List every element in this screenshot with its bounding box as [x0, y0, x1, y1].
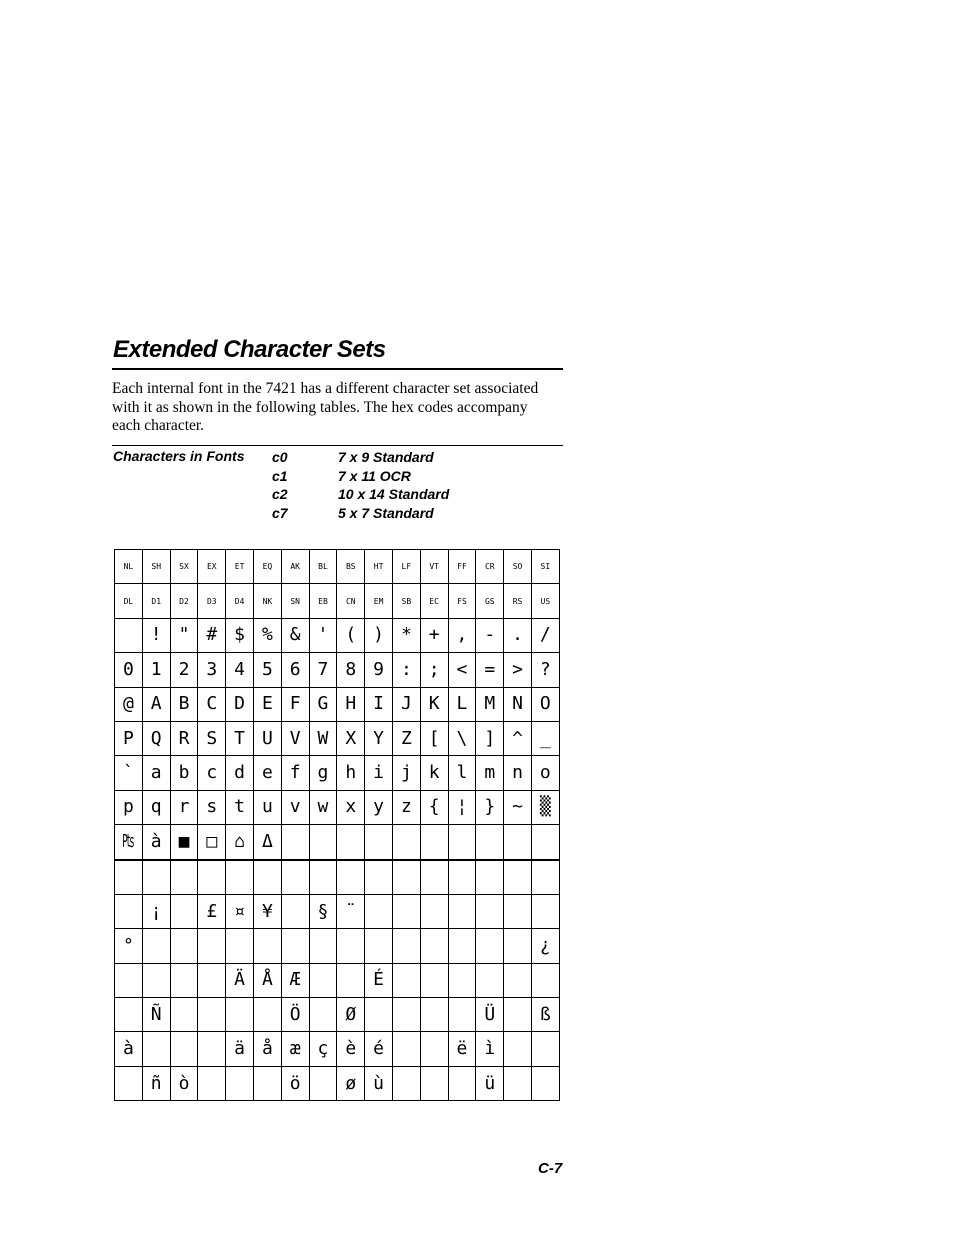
char-cell: U [253, 721, 281, 755]
char-cell: s [198, 790, 226, 824]
char-cell: k [420, 756, 448, 790]
char-cell: q [142, 790, 170, 824]
char-cell [504, 825, 532, 860]
char-cell [420, 929, 448, 963]
char-cell [420, 860, 448, 895]
char-cell: ¨ [337, 894, 365, 928]
char-cell [115, 963, 143, 997]
char-cell: j [392, 756, 420, 790]
char-cell: Æ [281, 963, 309, 997]
char-cell: a [142, 756, 170, 790]
char-cell: § [309, 894, 337, 928]
char-cell: CN [337, 584, 365, 618]
char-cell [309, 1066, 337, 1100]
char-cell: SX [170, 550, 198, 584]
char-cell: l [448, 756, 476, 790]
character-table [114, 549, 560, 1101]
table-row [115, 1032, 560, 1066]
char-cell [392, 963, 420, 997]
font-name: 7 x 11 OCR [338, 467, 411, 484]
char-cell: $ [226, 618, 254, 652]
char-cell [392, 929, 420, 963]
char-cell: o [531, 756, 559, 790]
table-row [115, 653, 560, 687]
char-cell: RS [504, 584, 532, 618]
char-cell [170, 998, 198, 1032]
char-cell: B [170, 687, 198, 721]
char-cell: FF [448, 550, 476, 584]
char-cell: d [226, 756, 254, 790]
char-cell: ' [309, 618, 337, 652]
intro-paragraph: Each internal font in the 7421 has a different character set associated with it as shown in the following tables. The hex codes accompany each character. [112, 380, 539, 434]
table-row [115, 1066, 560, 1100]
char-cell [531, 825, 559, 860]
char-cell [142, 860, 170, 895]
char-cell [309, 963, 337, 997]
table-row [115, 894, 560, 928]
char-cell [365, 860, 393, 895]
char-cell: w [309, 790, 337, 824]
char-cell [115, 860, 143, 895]
char-cell [531, 1032, 559, 1066]
char-cell: ` [115, 756, 143, 790]
char-cell [198, 1032, 226, 1066]
char-cell [392, 998, 420, 1032]
char-cell [531, 963, 559, 997]
char-cell: ET [226, 550, 254, 584]
char-cell: ë [448, 1032, 476, 1066]
char-cell: Ä [226, 963, 254, 997]
char-cell: ( [337, 618, 365, 652]
char-cell [420, 963, 448, 997]
char-cell [226, 1066, 254, 1100]
char-cell: Ñ [142, 998, 170, 1032]
char-cell: D2 [170, 584, 198, 618]
char-cell: 1 [142, 653, 170, 687]
char-cell: W [309, 721, 337, 755]
char-cell: à [115, 1032, 143, 1066]
char-cell [142, 929, 170, 963]
char-cell [365, 894, 393, 928]
char-cell: ! [142, 618, 170, 652]
char-cell: Å [253, 963, 281, 997]
char-cell [504, 1066, 532, 1100]
char-cell: N [504, 687, 532, 721]
page-title: Extended Character Sets [113, 336, 386, 363]
char-cell: Y [365, 721, 393, 755]
char-cell: n [504, 756, 532, 790]
char-cell: t [226, 790, 254, 824]
char-cell [448, 825, 476, 860]
char-cell: ~ [504, 790, 532, 824]
char-cell: NK [253, 584, 281, 618]
char-cell [476, 825, 504, 860]
char-cell: ] [476, 721, 504, 755]
char-cell: ⌂ [226, 825, 254, 860]
font-row [272, 467, 449, 486]
char-cell: P [115, 721, 143, 755]
char-cell [198, 963, 226, 997]
char-cell: _ [531, 721, 559, 755]
char-cell [392, 860, 420, 895]
char-cell: EQ [253, 550, 281, 584]
char-cell: % [253, 618, 281, 652]
char-cell [531, 1066, 559, 1100]
char-cell: T [226, 721, 254, 755]
char-cell: SB [392, 584, 420, 618]
char-cell: + [420, 618, 448, 652]
char-cell: æ [281, 1032, 309, 1066]
char-cell: ; [420, 653, 448, 687]
char-cell [198, 860, 226, 895]
char-cell [365, 929, 393, 963]
char-cell: ñ [142, 1066, 170, 1100]
char-cell: I [365, 687, 393, 721]
table-row [115, 963, 560, 997]
char-cell: i [365, 756, 393, 790]
char-cell: # [198, 618, 226, 652]
char-cell: EX [198, 550, 226, 584]
char-cell [337, 825, 365, 860]
char-cell: K [420, 687, 448, 721]
char-cell: E [253, 687, 281, 721]
table-row [115, 721, 560, 755]
char-cell: V [281, 721, 309, 755]
char-cell: BL [309, 550, 337, 584]
char-cell: ø [337, 1066, 365, 1100]
char-cell [281, 860, 309, 895]
char-cell: VT [420, 550, 448, 584]
char-cell: b [170, 756, 198, 790]
char-cell: , [448, 618, 476, 652]
char-cell: > [504, 653, 532, 687]
char-cell [253, 929, 281, 963]
char-cell [170, 1032, 198, 1066]
char-cell: C [198, 687, 226, 721]
char-cell: = [476, 653, 504, 687]
font-code: c0 [272, 449, 288, 465]
char-cell [392, 1066, 420, 1100]
char-cell: ù [365, 1066, 393, 1100]
char-cell: ¿ [531, 929, 559, 963]
char-cell [115, 894, 143, 928]
char-cell [504, 998, 532, 1032]
char-cell: * [392, 618, 420, 652]
char-cell: D3 [198, 584, 226, 618]
char-cell: . [504, 618, 532, 652]
char-cell [309, 860, 337, 895]
char-cell: ü [476, 1066, 504, 1100]
char-cell: ß [531, 998, 559, 1032]
char-cell: ¤ [226, 894, 254, 928]
char-cell [309, 825, 337, 860]
char-cell: e [253, 756, 281, 790]
char-cell [448, 1066, 476, 1100]
char-cell [448, 894, 476, 928]
char-cell [448, 929, 476, 963]
font-name: 7 x 9 Standard [338, 449, 434, 465]
char-cell: H [337, 687, 365, 721]
font-row [272, 504, 449, 523]
char-cell [504, 860, 532, 895]
char-cell: HT [365, 550, 393, 584]
char-cell: \ [448, 721, 476, 755]
char-cell: r [170, 790, 198, 824]
table-row [115, 998, 560, 1032]
char-cell: J [392, 687, 420, 721]
char-cell: ? [531, 653, 559, 687]
char-cell: : [392, 653, 420, 687]
char-cell: u [253, 790, 281, 824]
char-cell [365, 998, 393, 1032]
char-cell [198, 1066, 226, 1100]
char-cell: Ø [337, 998, 365, 1032]
char-cell [226, 860, 254, 895]
char-cell: X [337, 721, 365, 755]
char-cell [281, 825, 309, 860]
char-cell: Q [142, 721, 170, 755]
char-cell: CR [476, 550, 504, 584]
char-cell: 5 [253, 653, 281, 687]
char-cell: Z [392, 721, 420, 755]
char-cell [531, 860, 559, 895]
char-cell: ò [170, 1066, 198, 1100]
char-cell [504, 929, 532, 963]
char-cell: è [337, 1032, 365, 1066]
char-cell: x [337, 790, 365, 824]
char-cell [420, 894, 448, 928]
char-cell [337, 860, 365, 895]
char-cell [504, 963, 532, 997]
font-code: c2 [272, 486, 288, 502]
char-cell: v [281, 790, 309, 824]
char-cell [281, 894, 309, 928]
char-cell [476, 860, 504, 895]
char-cell [198, 998, 226, 1032]
char-cell: DL [115, 584, 143, 618]
char-cell: 3 [198, 653, 226, 687]
char-cell: f [281, 756, 309, 790]
char-cell: å [253, 1032, 281, 1066]
char-cell: & [281, 618, 309, 652]
char-cell [142, 963, 170, 997]
char-cell [448, 860, 476, 895]
char-cell: c [198, 756, 226, 790]
char-cell: □ [198, 825, 226, 860]
char-cell [392, 1032, 420, 1066]
char-cell: AK [281, 550, 309, 584]
table-row [115, 756, 560, 790]
char-cell [253, 860, 281, 895]
char-cell [504, 894, 532, 928]
char-cell: Ü [476, 998, 504, 1032]
char-cell: R [170, 721, 198, 755]
char-cell: LF [392, 550, 420, 584]
char-cell [115, 998, 143, 1032]
char-cell [531, 894, 559, 928]
char-cell: SH [142, 550, 170, 584]
char-cell: Ö [281, 998, 309, 1032]
char-cell: h [337, 756, 365, 790]
char-cell [281, 929, 309, 963]
char-cell [170, 929, 198, 963]
char-cell: ä [226, 1032, 254, 1066]
char-cell [365, 825, 393, 860]
char-cell [337, 963, 365, 997]
char-cell: 7 [309, 653, 337, 687]
char-cell: " [170, 618, 198, 652]
char-cell: A [142, 687, 170, 721]
char-cell: BS [337, 550, 365, 584]
char-cell: ö [281, 1066, 309, 1100]
font-name: 10 x 14 Standard [338, 486, 450, 502]
char-cell: ^ [504, 721, 532, 755]
char-cell [142, 1032, 170, 1066]
char-cell: D [226, 687, 254, 721]
char-cell [198, 929, 226, 963]
char-cell [309, 929, 337, 963]
char-cell [392, 825, 420, 860]
font-code: c1 [272, 467, 288, 484]
char-cell [115, 1066, 143, 1100]
char-cell [476, 929, 504, 963]
table-row [115, 790, 560, 824]
char-cell: SI [531, 550, 559, 584]
char-cell [420, 1032, 448, 1066]
char-cell: y [365, 790, 393, 824]
char-cell: L [448, 687, 476, 721]
char-cell: ì [476, 1032, 504, 1066]
char-cell: O [531, 687, 559, 721]
char-cell: D1 [142, 584, 170, 618]
char-cell [226, 929, 254, 963]
char-cell: GS [476, 584, 504, 618]
char-cell [170, 963, 198, 997]
char-cell: ¡ [142, 894, 170, 928]
char-cell [476, 894, 504, 928]
char-cell: g [309, 756, 337, 790]
char-cell: É [365, 963, 393, 997]
table-row [115, 825, 560, 860]
char-cell: FS [448, 584, 476, 618]
char-cell: ▒ [531, 790, 559, 824]
char-cell: ç [309, 1032, 337, 1066]
char-cell [392, 894, 420, 928]
char-cell: S [198, 721, 226, 755]
char-cell [448, 998, 476, 1032]
char-cell: 2 [170, 653, 198, 687]
char-cell: ■ [170, 825, 198, 860]
char-cell: ¥ [253, 894, 281, 928]
char-cell [420, 825, 448, 860]
fonts-list [272, 448, 449, 522]
char-cell [476, 963, 504, 997]
section-rule [112, 445, 563, 446]
char-cell: 9 [365, 653, 393, 687]
char-cell [115, 618, 143, 652]
table-row [115, 687, 560, 721]
font-row [272, 485, 449, 504]
char-cell: EB [309, 584, 337, 618]
char-cell [170, 894, 198, 928]
char-cell [170, 860, 198, 895]
char-cell [253, 998, 281, 1032]
char-cell: EC [420, 584, 448, 618]
char-cell [504, 1032, 532, 1066]
char-cell: 0 [115, 653, 143, 687]
char-cell: F [281, 687, 309, 721]
char-cell [420, 998, 448, 1032]
table-row [115, 584, 560, 618]
char-cell: / [531, 618, 559, 652]
char-cell: 6 [281, 653, 309, 687]
char-cell [309, 998, 337, 1032]
char-cell: m [476, 756, 504, 790]
char-cell: M [476, 687, 504, 721]
char-cell: é [365, 1032, 393, 1066]
char-cell: ¦ [448, 790, 476, 824]
page-number: C-7 [538, 1160, 563, 1177]
char-cell: ₧ [115, 825, 143, 860]
char-cell: SN [281, 584, 309, 618]
char-cell: D4 [226, 584, 254, 618]
font-code: c7 [272, 504, 288, 521]
char-cell: NL [115, 550, 143, 584]
char-cell: 4 [226, 653, 254, 687]
char-cell: < [448, 653, 476, 687]
char-cell: 8 [337, 653, 365, 687]
char-cell [448, 963, 476, 997]
fonts-label: Characters in Fonts [113, 448, 245, 464]
char-cell [420, 1066, 448, 1100]
char-cell: p [115, 790, 143, 824]
table-row [115, 929, 560, 963]
char-cell: [ [420, 721, 448, 755]
char-cell: - [476, 618, 504, 652]
char-cell: G [309, 687, 337, 721]
char-cell: EM [365, 584, 393, 618]
title-rule [112, 368, 563, 370]
char-cell: SO [504, 550, 532, 584]
char-cell: } [476, 790, 504, 824]
table-row [115, 860, 560, 895]
char-cell: ° [115, 929, 143, 963]
table-row [115, 550, 560, 584]
char-cell [337, 929, 365, 963]
char-cell: à [142, 825, 170, 860]
char-cell: ) [365, 618, 393, 652]
char-cell: @ [115, 687, 143, 721]
char-cell [253, 1066, 281, 1100]
font-row [272, 448, 449, 467]
char-cell: Δ [253, 825, 281, 860]
table-row [115, 618, 560, 652]
char-cell: { [420, 790, 448, 824]
char-cell [226, 998, 254, 1032]
char-cell: z [392, 790, 420, 824]
char-cell: £ [198, 894, 226, 928]
char-cell: US [531, 584, 559, 618]
font-name: 5 x 7 Standard [338, 504, 434, 521]
